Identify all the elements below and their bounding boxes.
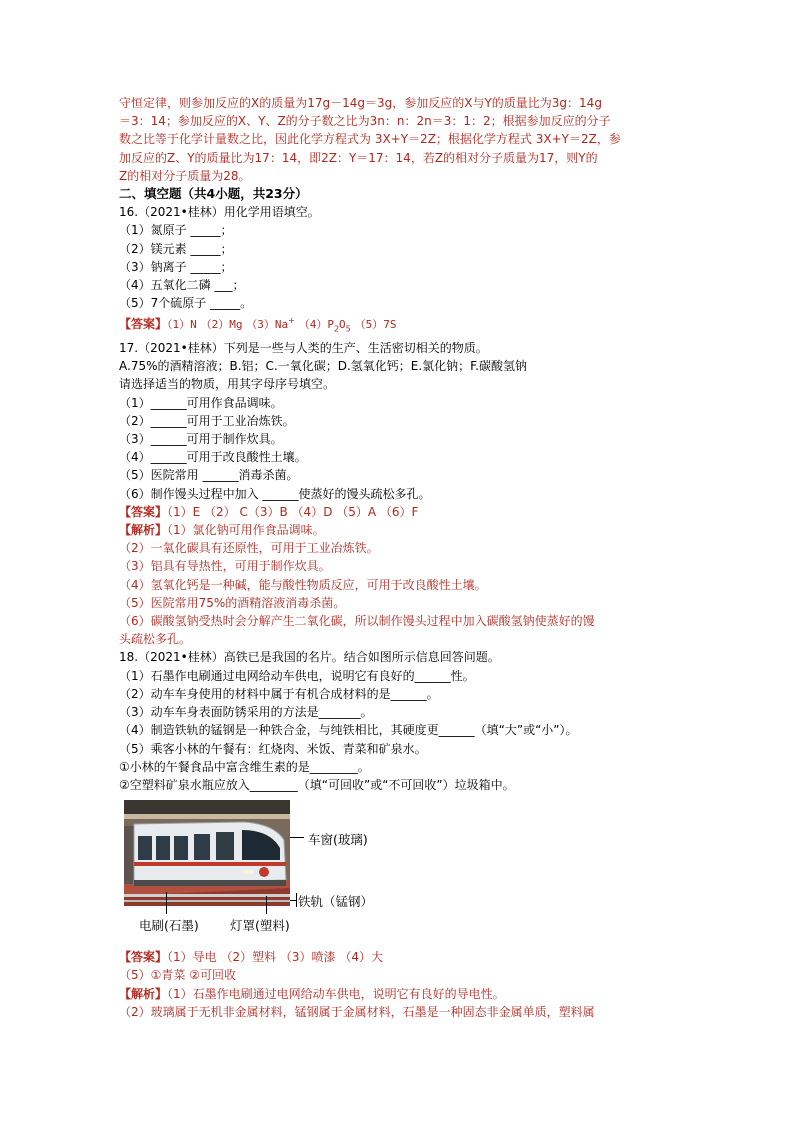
- answer-tag: 【答案】: [119, 950, 168, 965]
- q18-item: （2）动车车身使用的材料中属于有机合成材料的是______。: [119, 686, 439, 701]
- section-title: 二、填空题（共4小题，共23分）: [119, 186, 308, 202]
- intro-line: 守恒定律，则参加反应的X的质量为17g－14g＝3g，参加反应的X与Y的质量比为3g：14g: [119, 96, 602, 110]
- q16-stem: 16.（2021•桂林）用化学用语填空。: [119, 205, 320, 220]
- q17-item: （2）______可用于工业冶炼铁。: [119, 413, 295, 428]
- q17-analysis-line: 头疏松多孔。: [119, 632, 192, 647]
- q16-item: （1）氮原子 _____；: [119, 223, 233, 238]
- q18-answer: 【答案】（1）导电 （2）塑料 （3）喷漆 （4）大: [119, 950, 383, 965]
- q18-item: （4）制造铁轨的锰钢是一种铁合金，与纯铁相比，其硬度更______（填“大”或“小”）。: [119, 723, 578, 738]
- answer-tag: 【答案】: [119, 504, 168, 519]
- q16-item: （4）五氧化二磷 ___；: [119, 278, 245, 293]
- rail-leader-line: [296, 893, 297, 907]
- q17-analysis-line: （6）碳酸氢钠受热时会分解产生二氧化碳，所以制作馒头过程中加入碳酸氢钠使蒸好的馒: [119, 614, 595, 629]
- document-page: [119, 94, 689, 1021]
- q17-instruction: 请选择适当的物质，用其字母序号填空。: [119, 377, 336, 392]
- q17-item: （3）______可用于制作炊具。: [119, 432, 283, 447]
- q18-analysis-line: （2）玻璃属于无机非金属材料，锰钢属于金属材料，石墨是一种固态非金属单质，塑料属: [119, 1004, 595, 1019]
- q17-analysis-line: （3）铝具有导热性，可用于制作炊具。: [119, 559, 331, 574]
- q16-item: （2）镁元素 _____；: [119, 241, 233, 256]
- brush-leader-line: [166, 892, 167, 914]
- q18-item: （3）动车车身表面防锈采用的方法是_______。: [119, 705, 373, 720]
- q17-answer: 【答案】（1）E （2） C（3）B （4）D （5）A （6）F: [119, 504, 419, 519]
- q18-answer-line2: （5）①青菜 ②可回收: [119, 968, 236, 983]
- train-figure: [119, 800, 449, 948]
- q16-item: （3）钠离子 _____；: [119, 259, 233, 274]
- intro-line: 加反应的Z、Y的质量比为17：14，即2Z：Y＝17：14，若Z的相对分子质量为17，则Y的: [119, 150, 598, 165]
- label-rail: 铁轨（锰钢）: [298, 894, 374, 910]
- train-photo: [124, 800, 290, 906]
- intro-line: ＝3：14；参加反应的X、Y、Z的分子数之比为3n：n：2n＝3：1：2；根据参加反应的分子: [119, 114, 611, 129]
- q18-item: （1）石墨作电刷通过电网给动车供电，说明它有良好的______性。: [119, 668, 475, 683]
- q17-analysis-line: （5）医院常用75%的酒精溶液消毒杀菌。: [119, 595, 346, 610]
- answer-tag: 【答案】: [119, 317, 168, 332]
- q18-item: ①小林的午餐食品中富含维生素的是________。: [119, 759, 370, 774]
- label-lamp: 灯罩(塑料): [230, 918, 290, 934]
- analysis-tag: 【解析】: [119, 986, 168, 1001]
- q17-stem: 17.（2021•桂林）下列是一些与人类的生产、生活密切相关的物质。: [119, 341, 488, 356]
- q16-answer: 【答案】（1）N （2）Mg （3）Na+ $(4)P_2O_5$ （5）7S: [119, 316, 397, 334]
- q18-stem: 18.（2021•桂林）高铁已是我国的名片。结合如图所示信息回答问题。: [119, 650, 500, 665]
- q16-item: （5）7个硫原子 _____。: [119, 296, 253, 311]
- intro-line: 数之比等于化学计量数之比，因此化学方程式为 3X+Y＝2Z；根据化学方程式 3X+Y＝2Z，参: [119, 132, 621, 147]
- label-window: 车窗(玻璃): [308, 832, 368, 848]
- q17-item: （5）医院常用 ______消毒杀菌。: [119, 468, 299, 483]
- q17-options: A.75%的酒精溶液；B.铝；C.一氧化碳；D.氢氧化钙；E.氯化钠；F.碳酸氢钠: [119, 359, 527, 374]
- q18-item: ②空塑料矿泉水瓶应放入________（填“可回收”或“不可回收”）垃圾箱中。: [119, 777, 515, 792]
- q18-item: （5）乘客小林的午餐有：红烧肉、米饭、青菜和矿泉水。: [119, 741, 427, 756]
- intro-line: Z的相对分子质量为28。: [119, 168, 251, 183]
- q17-analysis: 【解析】（1）氯化钠可用作食品调味。: [119, 523, 325, 538]
- q17-item: （1）______可用作食品调味。: [119, 395, 283, 410]
- window-leader-line: [290, 837, 304, 838]
- q18-analysis: 【解析】（1）石墨作电刷通过电网给动车供电，说明它有良好的导电性。: [119, 986, 505, 1001]
- analysis-tag: 【解析】: [119, 523, 168, 538]
- q17-analysis-line: （4）氢氧化钙是一种碱，能与酸性物质反应，可用于改良酸性土壤。: [119, 577, 487, 592]
- label-brush: 电刷(石墨): [139, 918, 199, 934]
- lamp-leader-line: [266, 896, 267, 914]
- q17-item: （4）______可用于改良酸性土壤。: [119, 450, 307, 465]
- q17-item: （6）制作馒头过程中加入 ______使蒸好的馒头疏松多孔。: [119, 486, 431, 501]
- q17-analysis-line: （2）一氧化碳具有还原性，可用于工业冶炼铁。: [119, 541, 379, 556]
